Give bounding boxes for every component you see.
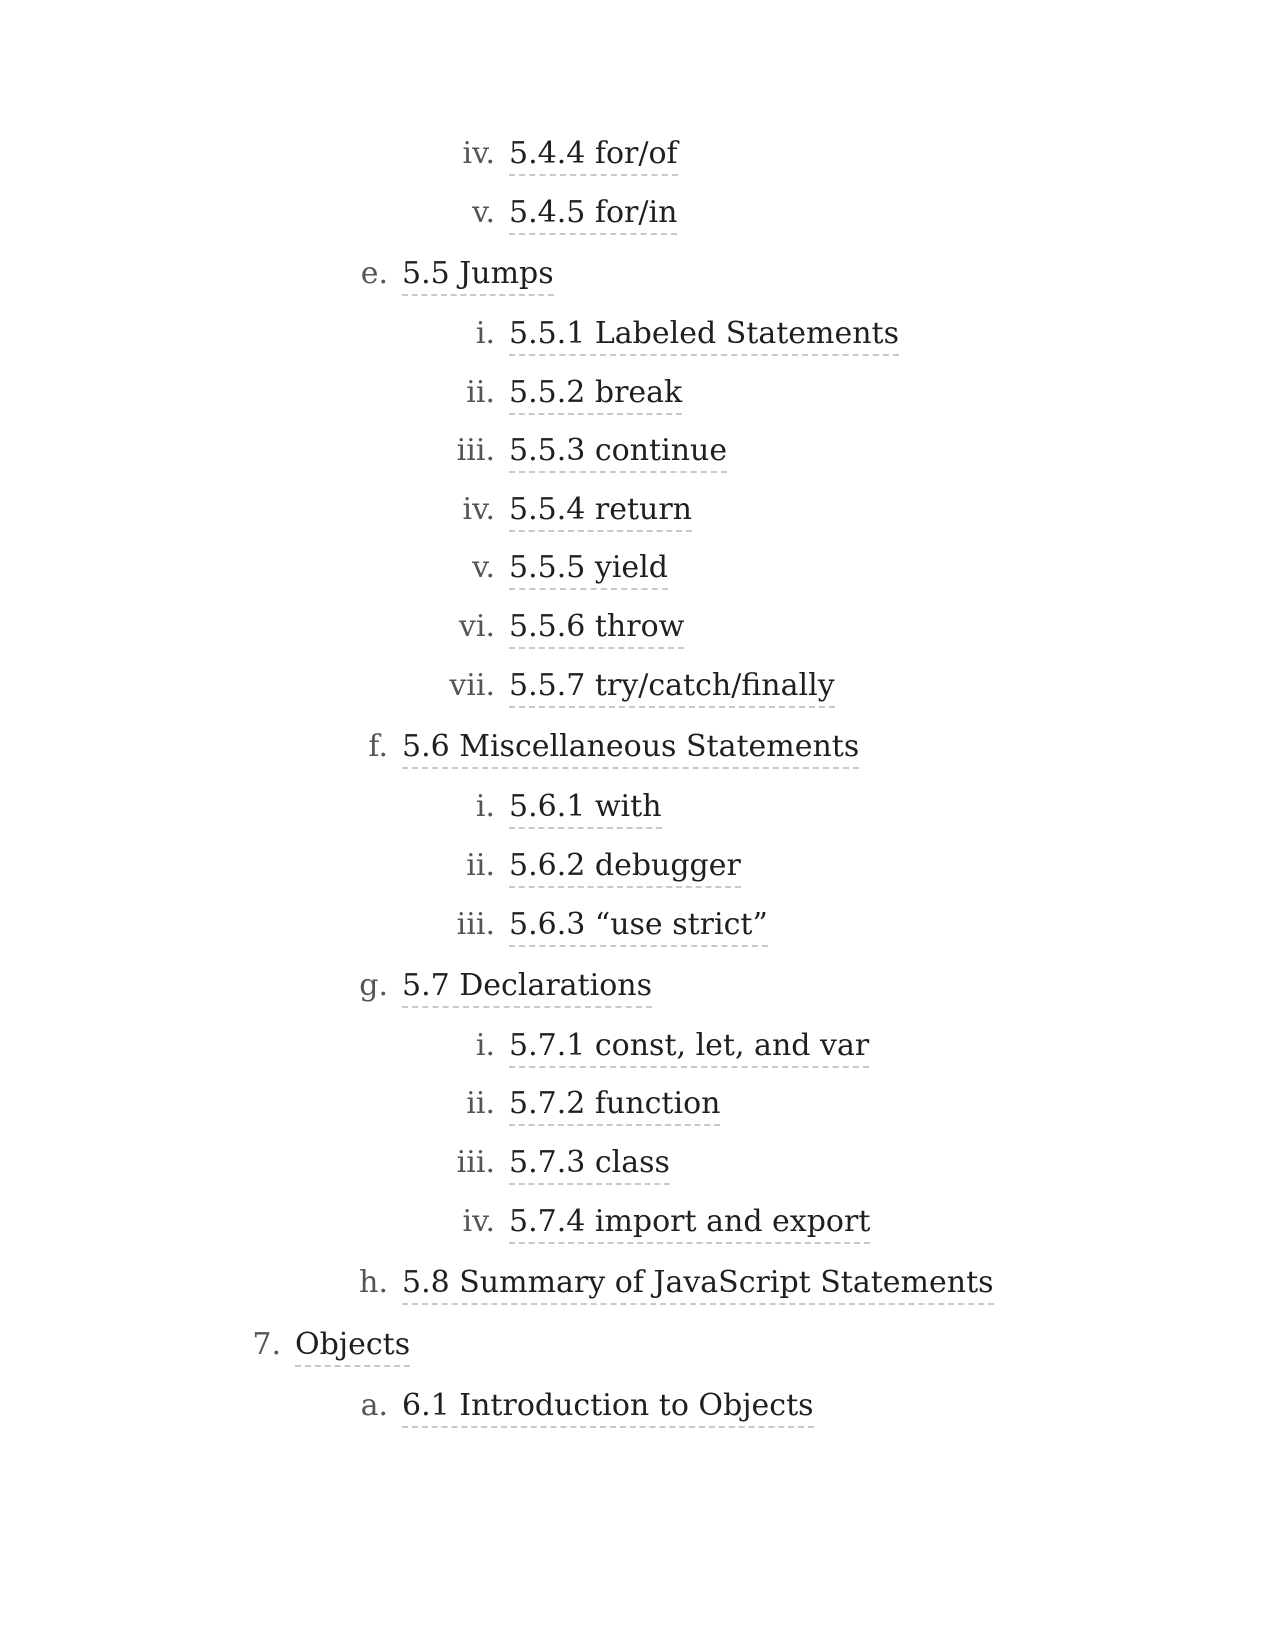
toc-item-level-2: [348, 727, 859, 769]
toc-item-marker: v.: [472, 550, 495, 585]
toc-item-link[interactable]: 5.5.6 throw: [509, 607, 684, 649]
toc-item-link[interactable]: 5.8 Summary of JavaScript Statements: [402, 1263, 994, 1305]
toc-item-level-1: [241, 1325, 410, 1367]
toc-item-marker: i.: [475, 316, 495, 351]
toc-item-marker: e.: [360, 256, 388, 291]
toc-item-link[interactable]: 5.5.4 return: [509, 490, 692, 532]
toc-item-link[interactable]: 5.6.1 with: [509, 787, 662, 829]
toc-item-level-2: [348, 966, 652, 1008]
toc-item-level-3: [435, 431, 727, 473]
toc-item-link[interactable]: 5.6.2 debugger: [509, 846, 741, 888]
toc-item-marker: ii.: [466, 848, 495, 883]
toc-item-link[interactable]: 5.7.1 const, let, and var: [509, 1026, 869, 1068]
toc-item-link[interactable]: 5.6.3 “use strict”: [509, 905, 768, 947]
toc-item-link[interactable]: 5.4.5 for/in: [509, 193, 677, 235]
toc-item-level-3: [435, 193, 677, 235]
toc-item-level-2: [348, 1263, 994, 1305]
toc-item-level-3: [435, 373, 682, 415]
toc-item-marker: ii.: [466, 1086, 495, 1121]
toc-item-level-2: [348, 254, 554, 296]
toc-item-marker: g.: [359, 968, 388, 1003]
toc-item-marker: a.: [360, 1388, 388, 1423]
toc-item-link[interactable]: 5.5.2 break: [509, 373, 682, 415]
toc-item-level-3: [435, 1143, 670, 1185]
toc-item-link[interactable]: 5.5 Jumps: [402, 254, 554, 296]
toc-item-link[interactable]: 5.5.1 Labeled Statements: [509, 314, 899, 356]
toc-item-marker: iii.: [456, 1145, 495, 1180]
toc-item-link[interactable]: 5.7 Declarations: [402, 966, 652, 1008]
toc-item-level-2: [348, 1386, 814, 1428]
toc-item-link[interactable]: Objects: [295, 1325, 410, 1367]
toc-item-level-3: [435, 134, 678, 176]
toc-item-level-3: [435, 846, 741, 888]
toc-item-link[interactable]: 5.7.2 function: [509, 1084, 720, 1126]
toc-item-link[interactable]: 5.5.3 continue: [509, 431, 727, 473]
toc-item-level-3: [435, 905, 768, 947]
toc-item-marker: vi.: [458, 609, 495, 644]
toc-item-link[interactable]: 5.5.5 yield: [509, 548, 668, 590]
toc-item-marker: v.: [472, 195, 495, 230]
toc-item-level-3: [435, 787, 662, 829]
toc-item-marker: vii.: [449, 668, 495, 703]
toc-item-level-3: [435, 490, 692, 532]
toc-item-link[interactable]: 5.4.4 for/of: [509, 134, 678, 176]
toc-item-level-3: [435, 607, 684, 649]
toc-item-level-3: [435, 548, 668, 590]
toc-item-marker: 7.: [252, 1327, 281, 1362]
toc-item-marker: iii.: [456, 433, 495, 468]
toc-item-marker: iv.: [462, 136, 495, 171]
toc-item-marker: i.: [475, 1028, 495, 1063]
toc-item-link[interactable]: 5.6 Miscellaneous Statements: [402, 727, 859, 769]
toc-item-marker: iv.: [462, 492, 495, 527]
toc-item-marker: h.: [359, 1265, 388, 1300]
toc-item-level-3: [435, 314, 899, 356]
toc-item-marker: i.: [475, 789, 495, 824]
toc-item-level-3: [435, 666, 835, 708]
toc-item-link[interactable]: 5.7.4 import and export: [509, 1202, 870, 1244]
toc-item-level-3: [435, 1084, 720, 1126]
toc-item-level-3: [435, 1026, 869, 1068]
toc-item-marker: iv.: [462, 1204, 495, 1239]
toc-item-link[interactable]: 5.5.7 try/catch/finally: [509, 666, 835, 708]
toc-item-link[interactable]: 6.1 Introduction to Objects: [402, 1386, 814, 1428]
toc-item-marker: ii.: [466, 375, 495, 410]
toc-item-marker: iii.: [456, 907, 495, 942]
toc-item-marker: f.: [368, 729, 388, 764]
toc-item-link[interactable]: 5.7.3 class: [509, 1143, 670, 1185]
toc-item-level-3: [435, 1202, 870, 1244]
